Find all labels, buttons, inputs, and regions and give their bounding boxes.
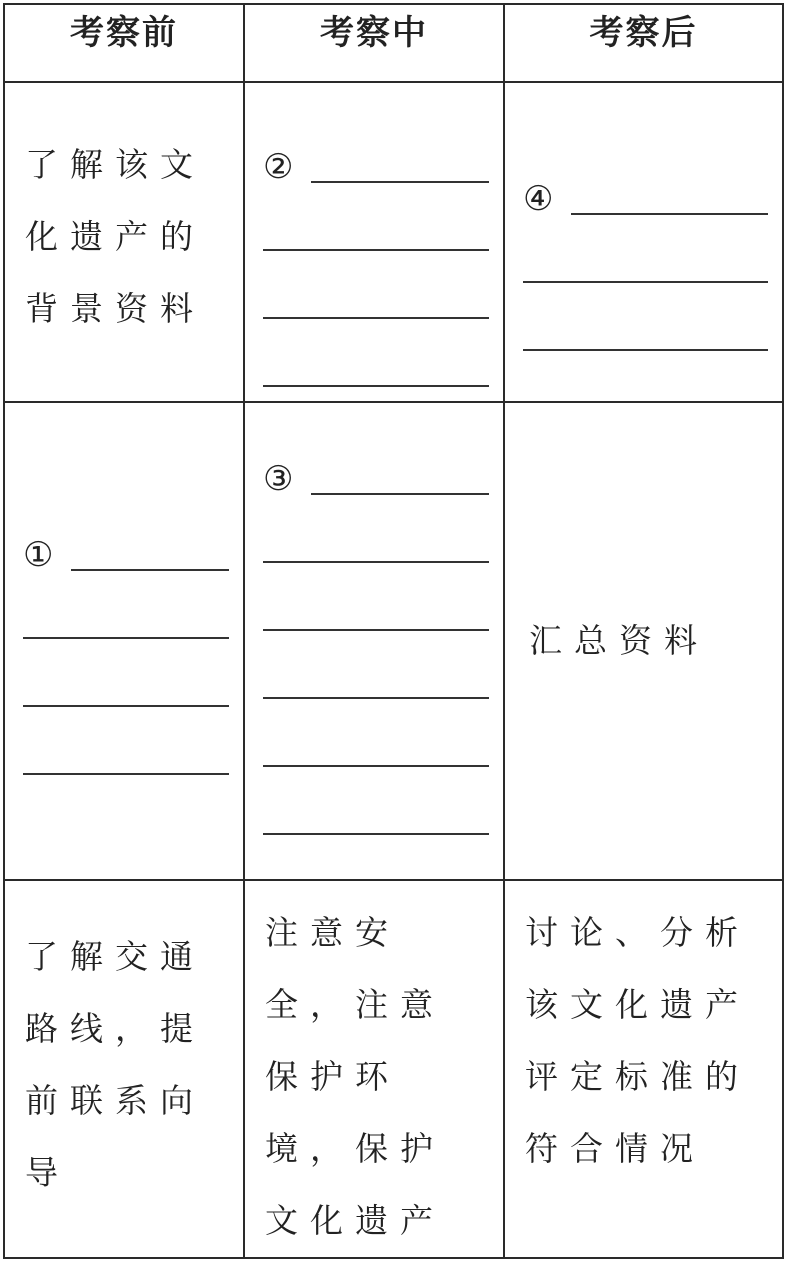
blank-number: ④ xyxy=(523,179,554,219)
header-after: 考察后 xyxy=(504,4,783,82)
answer-line[interactable] xyxy=(263,639,489,707)
answer-line[interactable] xyxy=(263,327,489,395)
answer-line[interactable] xyxy=(23,579,229,647)
blank-number: ① xyxy=(23,535,54,575)
header-row xyxy=(4,4,783,82)
answer-line[interactable] xyxy=(523,291,768,359)
cell-text: 注意安全，注意保护环境，保护文化遗产 xyxy=(265,913,445,1240)
cell-during-blank-2 xyxy=(244,82,504,402)
answer-line[interactable] xyxy=(523,155,768,223)
table-row xyxy=(4,82,783,402)
answer-line[interactable] xyxy=(263,259,489,327)
answer-line[interactable] xyxy=(263,707,489,775)
answer-line[interactable] xyxy=(263,775,489,843)
cell-after-summary xyxy=(504,402,783,880)
answer-line[interactable] xyxy=(263,435,489,503)
cell-during-blank-3 xyxy=(244,402,504,880)
cell-text: 讨论、分析该文化遗产评定标准的符合情况 xyxy=(525,913,750,1168)
inspection-plan-table xyxy=(3,3,784,1259)
blank-number: ② xyxy=(263,147,294,187)
cell-after-discussion xyxy=(504,880,783,1258)
cell-after-blank-4 xyxy=(504,82,783,402)
answer-line[interactable] xyxy=(23,715,229,783)
cell-before-background xyxy=(4,82,244,402)
table-row xyxy=(4,402,783,880)
cell-text: 汇总资料 xyxy=(529,621,709,660)
header-before: 考察前 xyxy=(4,4,244,82)
answer-line[interactable] xyxy=(263,571,489,639)
table-row xyxy=(4,880,783,1258)
answer-line[interactable] xyxy=(23,511,229,579)
answer-line[interactable] xyxy=(523,223,768,291)
answer-line[interactable] xyxy=(263,123,489,191)
cell-before-transport xyxy=(4,880,244,1258)
header-during: 考察中 xyxy=(244,4,504,82)
answer-line[interactable] xyxy=(263,191,489,259)
answer-line[interactable] xyxy=(23,647,229,715)
answer-line[interactable] xyxy=(263,503,489,571)
cell-text: 了解该文化遗产的背景资料 xyxy=(25,145,205,328)
cell-text: 了解交通路线，提前联系向导 xyxy=(25,937,205,1192)
cell-during-safety xyxy=(244,880,504,1258)
blank-number: ③ xyxy=(263,459,294,499)
cell-before-blank-1 xyxy=(4,402,244,880)
